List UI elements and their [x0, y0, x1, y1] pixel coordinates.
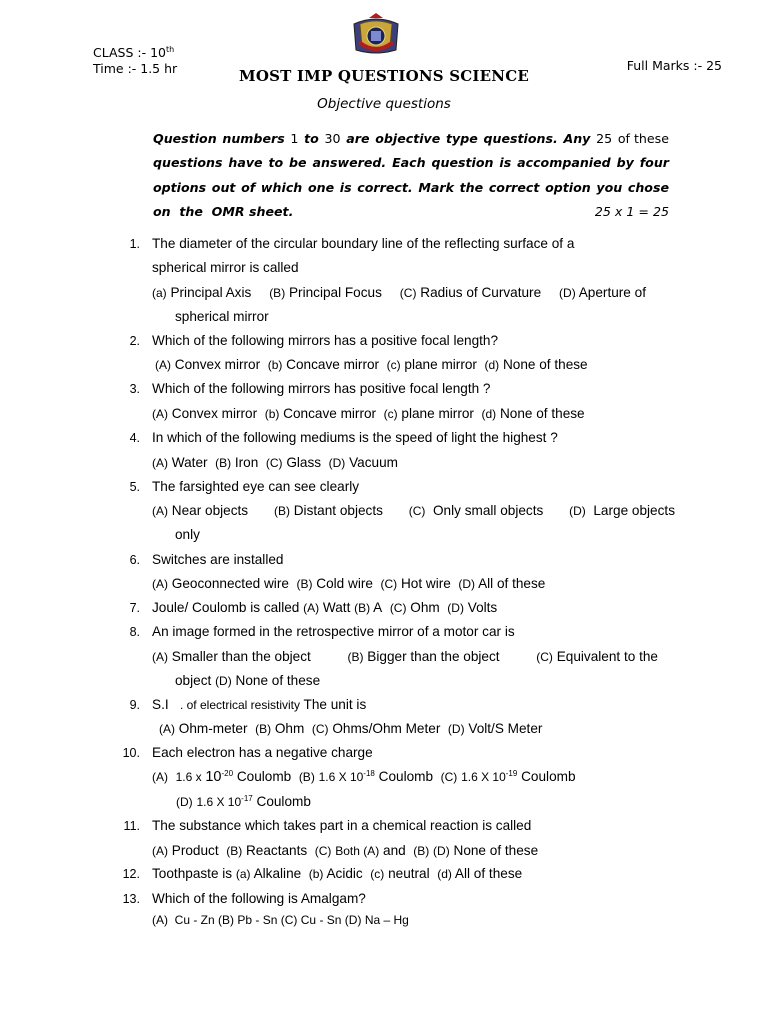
question-text: Which of the following is Amalgam?	[152, 891, 366, 906]
instructions-line-3: options out of which one is correct. Mark the correct option you chose	[153, 179, 669, 195]
question-number: 7.	[129, 601, 140, 615]
question-text: The diameter of the circular boundary line of the reflecting surface of a	[152, 236, 575, 251]
question-number: 5.	[129, 480, 140, 494]
question-text: In which of the following mediums is the speed of light the highest ?	[152, 430, 558, 445]
instructions-line-1: Question numbers 1 to 30 are objective type questions. Any 25 of these	[153, 131, 669, 146]
options-cont: object (D) None of these	[175, 673, 321, 688]
options: (a) Principal Axis (B) Principal Focus (C) Radius of Curvature (D) Aperture of	[152, 285, 646, 300]
question-text: Joule/ Coulomb is called (A) Watt (B) A (C) Ohm (D) Volts	[152, 600, 498, 615]
question-number: 2.	[129, 334, 140, 348]
page-title: MOST IMP QUESTIONS SCIENCE	[239, 67, 529, 85]
question-number: 12.	[122, 867, 140, 881]
question-text: The substance which takes part in a chemical reaction is called	[152, 818, 532, 833]
question-text: Switches are installed	[152, 552, 284, 567]
question-text: An image formed in the retrospective mirror of a motor car is	[152, 624, 515, 639]
options: (A) Ohm-meter (B) Ohm (C) Ohms/Ohm Meter (D) Volt/S Meter	[159, 721, 543, 736]
question-number: 11.	[123, 819, 140, 833]
question-number: 1.	[129, 237, 140, 251]
question-text: Each electron has a negative charge	[152, 745, 373, 760]
question-number: 10.	[122, 746, 140, 760]
question-number: 8.	[129, 625, 140, 639]
question-text: Which of the following mirrors has positive focal length ?	[152, 381, 491, 396]
full-marks: Full Marks :- 25	[626, 58, 722, 73]
options: (A) Cu - Zn (B) Pb - Sn (C) Cu - Sn (D) Na – Hg	[152, 913, 409, 927]
time-line: Time :- 1.5 hr	[93, 61, 178, 77]
question-number: 9.	[129, 698, 140, 712]
instructions-line-4: on the OMR sheet. 25 x 1 = 25	[153, 200, 669, 224]
marks-scheme: 25 x 1 = 25	[594, 203, 669, 219]
class-sup: th	[165, 45, 175, 54]
options: (A) Convex mirror (b) Concave mirror (c) plane mirror (d) None of these	[152, 406, 585, 421]
options-cont: (D) 1.6 X $10^{-17}$ Coulomb	[176, 794, 311, 809]
instructions-line-2: questions have to be answered. Each question is accompanied by four	[153, 155, 669, 171]
options: (A) 1.6 x $10^{-20}$ Coulomb (B) 1.6 X $10^{-18}$ Coulomb (C) 1.6 X $10^{-19}$ Coulomb	[152, 769, 576, 785]
options: (A) Product (B) Reactants (C) Both (A) and (B) (D) None of these	[152, 843, 539, 858]
options: (A) Water (B) Iron (C) Glass (D) Vacuum	[152, 455, 398, 470]
question-text: Which of the following mirrors has a positive focal length?	[152, 333, 499, 348]
question-text: S.I . of electrical resistivity The unit is	[152, 697, 367, 712]
options: (A) Smaller than the object (B) Bigger than the object (C) Equivalent to the	[152, 649, 658, 664]
options: (A) Convex mirror (b) Concave mirror (c) plane mirror (d) None of these	[155, 357, 588, 372]
question-text-cont: spherical mirror is called	[152, 260, 299, 275]
question-text: The farsighted eye can see clearly	[152, 479, 360, 494]
question-number: 13.	[122, 892, 140, 906]
class-line: CLASS :- 10th	[93, 45, 175, 61]
option-cont: spherical mirror	[175, 309, 269, 324]
instructions	[153, 127, 669, 224]
options: (A) Geoconnected wire (B) Cold wire (C) Hot wire (D) All of these	[152, 576, 546, 591]
options: (A) Near objects (B) Distant objects (C) Only small objects (D) Large objects	[152, 503, 675, 518]
question-number: 6.	[129, 553, 140, 567]
question-number: 3.	[129, 382, 140, 396]
question-text: Toothpaste is (a) Alkaline (b) Acidic (c) neutral (d) All of these	[152, 866, 523, 881]
school-crest-logo	[349, 12, 403, 60]
question-number: 4.	[129, 431, 140, 445]
option-cont: only	[175, 527, 200, 542]
page-subtitle: Objective questions	[317, 96, 451, 112]
